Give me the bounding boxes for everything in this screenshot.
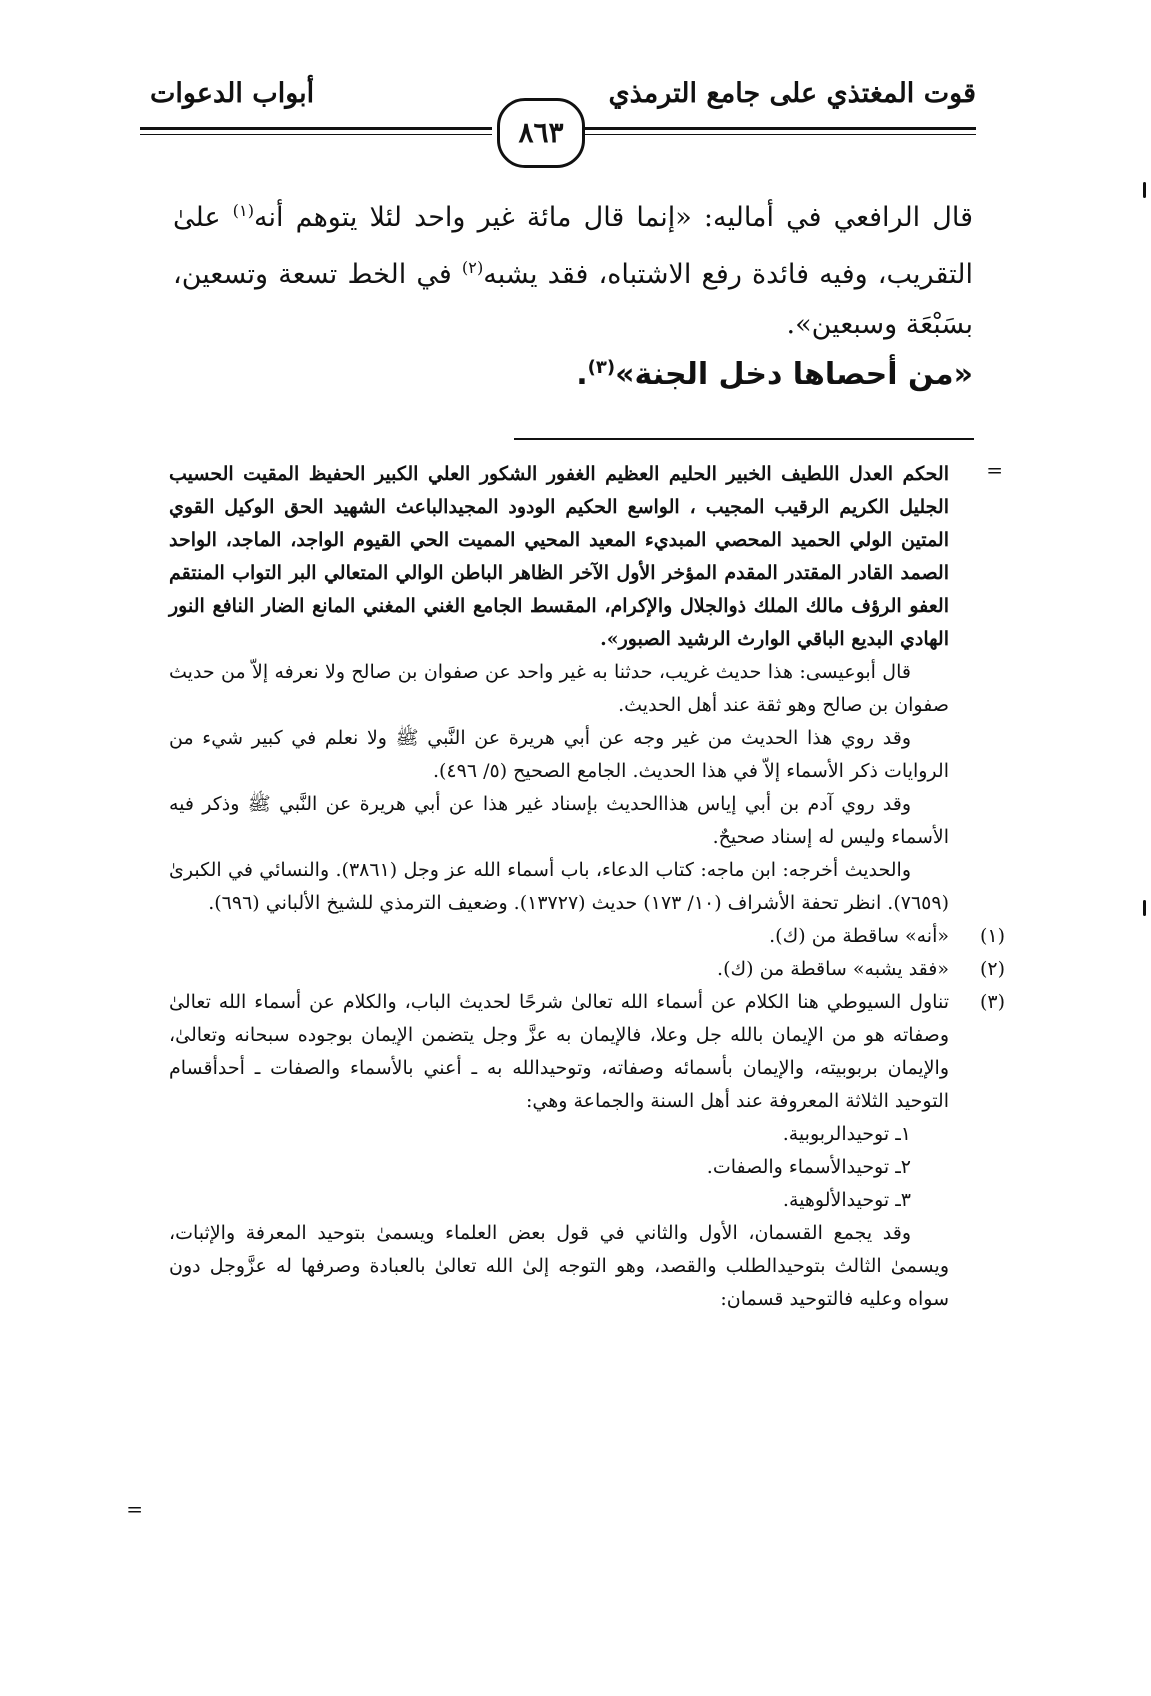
list-item: ٣ـ توحيدالألوهية.	[782, 1189, 911, 1211]
footnote-para-abu-isa: قال أبوعيسى: هذا حديث غريب، حدثنا به غير واحد عن صفوان بن صالح ولا نعرفه إلاّ من حديث صفوان بن صالح وهو ثقة عند أهل الحديث.	[169, 661, 949, 716]
continuation-marker: =	[986, 458, 1003, 482]
footnote-para-adam: وقد روي آدم بن أبي إياس هذاالحديث بإسناد غير هذا عن أبي هريرة عن النَّبي ﷺ وذكر فيه الأسماء وليس له إسناد صحيحٌ.	[169, 793, 949, 848]
main-paragraph	[173, 186, 973, 350]
divine-names-list: الحكم العدل اللطيف الخبير الحليم العظيم الغفور الشكور العلي الكبير الحفيظ المقيت الحسيب الجليل الكريم الرقيب المجيب ، الواسع الحكيم الودود المجيدالباعث الشهيد الحق الوكيل القوي المتين الولي الحميد المحصي المبديء المعيد المحيي المميت الحي القيوم الواجد، الماجد، الواحد الصمد القادر المقتدر المقدم المؤخر الأول الآخر الظاهر الباطن الوالي المتعالي البر التواب المنتقم العفو الرؤف مالك الملك ذوالجلال والإكرام، المقسط الجامع الغني المغني المانع الضار النافع النور الهادي البديع الباقي الوارث الرشيد الصبور».	[169, 463, 949, 650]
footnote-1-label: (١)	[979, 925, 1005, 947]
footnote-separator	[514, 438, 974, 440]
scan-mark-top	[1143, 182, 1146, 198]
main-text-middle: علىٰ التقريب، وفيه فائدة رفع الاشتباه، فقد يشبه	[173, 202, 973, 290]
header-rule-right-thin	[584, 134, 976, 135]
footnote-2	[169, 953, 1005, 986]
footnote-marker-3: (٣)	[587, 357, 616, 378]
footnote-3-label: (٣)	[979, 991, 1005, 1013]
footnote-para-categories: وقد يجمع القسمان، الأول والثاني في قول بعض العلماء ويسمىٰ بتوحيد المعرفة والإثبات، ويسمىٰ الثالث بتوحيدالطلب والقصد، وهو التوجه إلىٰ الله تعالىٰ بالعبادة وصرفها له عزَّوجل دون سواه وعليه فالتوحيد قسمان:	[169, 1222, 949, 1310]
footnote-para-takhrij: والحديث أخرجه: ابن ماجه: كتاب الدعاء، باب أسماء الله عز وجل (٣٨٦١). والنسائي في الكبرىٰ (٧٦٥٩). انظر تحفة الأشراف (١٠/ ١٧٣) حديث (١٣٧٢٧). وضعيف الترمذي للشيخ الألباني (٦٩٦).	[169, 859, 949, 914]
list-item: ٢ـ توحيدالأسماء والصفات.	[706, 1156, 911, 1178]
hadith-quote	[173, 357, 973, 392]
footnote-marker-1: (١)	[232, 201, 255, 220]
main-text-start: قال الرافعي في أماليه: «إنما قال مائة غير واحد لئلا يتوهم أنه	[254, 202, 974, 233]
list-item: ١ـ توحيدالربوبية.	[782, 1123, 911, 1145]
quote-end: .	[576, 357, 588, 392]
scan-mark-bottom	[1143, 900, 1146, 916]
quote-text: «من أحصاها دخل الجنة»	[615, 357, 973, 392]
main-text-end: في الخط تسعة وتسعين، بسَبْعَة وسبعين».	[173, 259, 973, 340]
footnote-marker-2: (٢)	[461, 258, 484, 277]
header-rule-left-thin	[140, 134, 492, 135]
footnote-3-text: تناول السيوطي هنا الكلام عن أسماء الله تعالىٰ شرحًا لحديث الباب، والكلام عن أسماء الله تعالىٰ وصفاته هو من الإيمان بالله جل وعلا، فالإيمان به عزَّ وجل يتضمن الإيمان بوجوده سبحانه وتعالىٰ، والإيمان بربوبيته، والإيمان بأسمائه وصفاته، وتوحيدالله به ـ أعني بالأسماء والصفات ـ أحدأقسام التوحيد الثلاثة المعروفة عند أهل السنة والجماعة وهي:	[169, 991, 949, 1112]
footnotes-area	[169, 458, 1005, 1316]
footnote-1	[169, 920, 1005, 953]
header-rule-right-thick	[584, 127, 976, 130]
footnote-3	[169, 986, 1005, 1118]
book-title: قوت المغتذي على جامع الترمذي	[608, 78, 976, 109]
page-number: ٨٦٣	[497, 98, 585, 168]
footnote-1-text: «أنه» ساقطة من (ك).	[769, 925, 949, 947]
footnote-para-narrations: وقد روي هذا الحديث من غير وجه عن أبي هريرة عن النَّبي ﷺ ولا نعلم في كبير شيء من الروايات ذكر الأسماء إلاّ في هذا الحديث. الجامع الصحيح (٥/ ٤٩٦).	[169, 727, 949, 782]
chapter-title: أبواب الدعوات	[150, 78, 315, 109]
footnote-2-text: «فقد يشبه» ساقطة من (ك).	[717, 958, 949, 980]
footnote-2-label: (٢)	[979, 958, 1005, 980]
continuation-marker-bottom: =	[126, 1497, 143, 1521]
header-rule-left-thick	[140, 127, 492, 130]
